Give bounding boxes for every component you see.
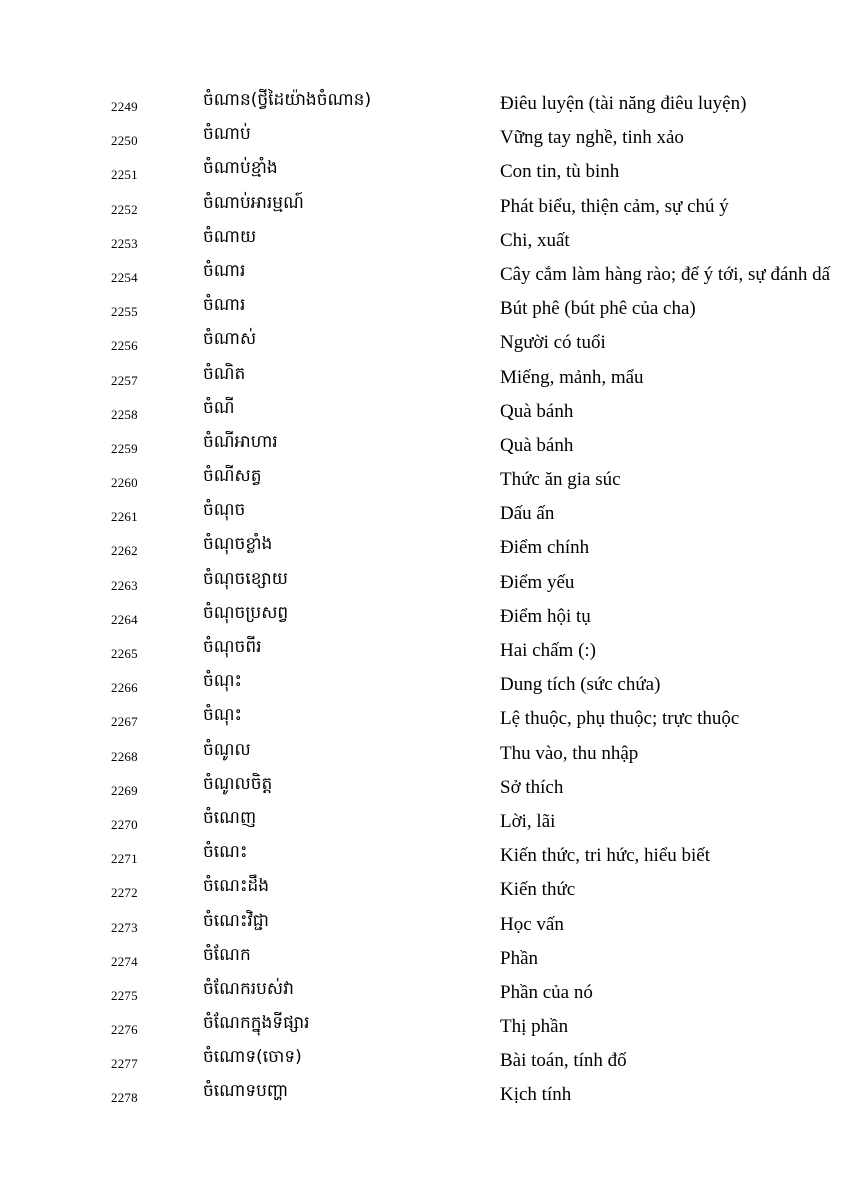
entry-row — [0, 739, 848, 773]
vietnamese-translation: Điểm hội tụ — [500, 605, 591, 627]
vietnamese-translation: Bút phê (bút phê của cha) — [500, 298, 696, 320]
vietnamese-translation: Thu vào, thu nhập — [500, 742, 639, 764]
entry-number: 2262 — [111, 543, 138, 559]
entry-row — [0, 568, 848, 602]
khmer-term: ចំណីអាហារ — [203, 431, 278, 452]
khmer-term: ចំណូលចិត្ត — [203, 773, 273, 794]
entry-number: 2252 — [111, 201, 138, 217]
entry-number: 2266 — [111, 680, 138, 696]
entry-number: 2254 — [111, 269, 138, 285]
entry-row — [0, 807, 848, 841]
entry-row — [0, 910, 848, 944]
entry-number: 2270 — [111, 816, 138, 832]
entry-number: 2260 — [111, 475, 138, 491]
khmer-term: ចំណីសត្វ — [203, 466, 262, 487]
entry-row — [0, 1046, 848, 1080]
entry-row — [0, 431, 848, 465]
entry-number: 2275 — [111, 987, 138, 1003]
entry-number: 2261 — [111, 509, 138, 525]
entry-list — [0, 89, 848, 1115]
vietnamese-translation: Dung tích (sức chứa) — [500, 674, 661, 696]
khmer-term: ចំណែក — [203, 944, 251, 965]
entry-row — [0, 1012, 848, 1046]
entry-row — [0, 704, 848, 738]
vietnamese-translation: Sở thích — [500, 776, 564, 798]
khmer-term: ចំណាន(ថ្វីដៃយ៉ាងចំណាន) — [203, 90, 372, 110]
entry-number: 2250 — [111, 133, 138, 149]
entry-number: 2255 — [111, 304, 138, 320]
entry-number: 2277 — [111, 1056, 138, 1072]
entry-row — [0, 89, 848, 123]
entry-row — [0, 773, 848, 807]
entry-number: 2259 — [111, 440, 138, 456]
entry-number: 2269 — [111, 782, 138, 798]
khmer-term: ចំណារ — [203, 260, 246, 281]
entry-row — [0, 636, 848, 670]
vietnamese-translation: Người có tuổi — [500, 332, 606, 354]
entry-number: 2271 — [111, 851, 138, 867]
entry-number: 2268 — [111, 748, 138, 764]
khmer-term: ចំណេះវិជ្ជា — [203, 910, 269, 931]
khmer-term: ចំណាប់ — [203, 124, 251, 145]
entry-row — [0, 328, 848, 362]
khmer-term: ចំណាយ — [203, 226, 257, 247]
khmer-term: ចំណុចខ្លាំង — [203, 534, 273, 555]
khmer-term: ចំណុច — [203, 500, 246, 521]
vietnamese-translation: Quà bánh — [500, 400, 574, 422]
entry-row — [0, 670, 848, 704]
entry-number: 2278 — [111, 1090, 138, 1106]
entry-number: 2265 — [111, 646, 138, 661]
khmer-term: ចំណាប់ខ្មាំង — [203, 158, 278, 179]
entry-row — [0, 944, 848, 978]
vietnamese-translation: Bài toán, tính đố — [500, 1050, 627, 1072]
khmer-term: ចំណាប់អារម្មណ៍ — [203, 192, 304, 213]
vietnamese-translation: Con tin, tù binh — [500, 161, 620, 183]
entry-number: 2273 — [111, 919, 138, 935]
khmer-term: ចំណោទ(ចោទ) — [203, 1047, 302, 1068]
khmer-term: ចំណី — [203, 397, 235, 418]
entry-number: 2251 — [111, 167, 138, 183]
vietnamese-translation: Điêu luyện (tài năng điêu luyện) — [500, 93, 747, 114]
khmer-term: ចំណិត — [203, 363, 246, 384]
entry-row — [0, 1080, 848, 1114]
entry-row — [0, 533, 848, 567]
entry-number: 2276 — [111, 1022, 138, 1038]
entry-number: 2263 — [111, 577, 138, 593]
khmer-term: ចំណាស់ — [203, 329, 257, 350]
vietnamese-translation: Điểm chính — [500, 537, 590, 559]
entry-row — [0, 192, 848, 226]
vietnamese-translation: Thị phần — [500, 1016, 569, 1038]
entry-row — [0, 875, 848, 909]
vietnamese-translation: Phần của nó — [500, 981, 593, 1003]
khmer-term: ចំណែកក្នុងទីផ្សារ — [203, 1013, 310, 1034]
khmer-term: ចំណុចខ្សោយ — [203, 568, 288, 589]
entry-number: 2249 — [111, 99, 138, 114]
entry-number: 2253 — [111, 235, 138, 251]
khmer-term: ចំណែករបស់វា — [203, 978, 294, 999]
vietnamese-translation: Kịch tính — [500, 1084, 572, 1106]
vietnamese-translation: Lời, lãi — [500, 810, 556, 832]
khmer-term: ចំណុះ — [203, 671, 243, 692]
entry-row — [0, 260, 848, 294]
vietnamese-translation: Điểm yếu — [500, 571, 575, 593]
entry-number: 2258 — [111, 406, 138, 422]
vietnamese-translation: Chi, xuất — [500, 229, 570, 251]
vietnamese-translation: Dấu ấn — [500, 503, 555, 525]
entry-number: 2272 — [111, 885, 138, 901]
entry-row — [0, 363, 848, 397]
khmer-term: ចំណោទបញ្ហា — [203, 1081, 289, 1102]
khmer-term: ចំណូល — [203, 739, 251, 760]
entry-row — [0, 294, 848, 328]
khmer-term: ចំណុចពីរ — [203, 637, 262, 657]
entry-row — [0, 978, 848, 1012]
entry-number: 2257 — [111, 372, 138, 388]
entry-row — [0, 602, 848, 636]
khmer-term: ចំណុចប្រសព្វ — [203, 602, 289, 623]
vietnamese-translation: Vững tay nghề, tinh xảo — [500, 127, 684, 149]
entry-row — [0, 226, 848, 260]
entry-number: 2264 — [111, 611, 138, 627]
vietnamese-translation: Miếng, mảnh, mẩu — [500, 366, 644, 388]
vietnamese-translation: Phát biểu, thiện cảm, sự chú ý — [500, 195, 729, 217]
vietnamese-translation: Lệ thuộc, phụ thuộc; trực thuộc — [500, 708, 740, 730]
khmer-term: ចំណេញ — [203, 807, 257, 828]
entry-number: 2256 — [111, 338, 138, 354]
vietnamese-translation: Học vấn — [500, 913, 564, 935]
entry-row — [0, 465, 848, 499]
khmer-term: ចំណារ — [203, 295, 246, 316]
vietnamese-translation: Phần — [500, 947, 538, 969]
entry-number: 2267 — [111, 714, 138, 730]
entry-row — [0, 841, 848, 875]
vietnamese-translation: Hai chấm (:) — [500, 640, 597, 661]
entry-row — [0, 499, 848, 533]
entry-row — [0, 123, 848, 157]
vietnamese-translation: Kiến thức — [500, 879, 576, 901]
entry-row — [0, 157, 848, 191]
entry-row — [0, 397, 848, 431]
vietnamese-translation: Kiến thức, tri hức, hiểu biết — [500, 845, 711, 867]
vietnamese-translation: Cây cắm làm hàng rào; để ý tới, sự đánh dấ — [500, 263, 831, 285]
vietnamese-translation: Quà bánh — [500, 434, 574, 456]
khmer-term: ចំណេះដឹង — [203, 876, 269, 897]
entry-number: 2274 — [111, 953, 138, 969]
khmer-term: ចំណេះ — [203, 842, 248, 863]
vietnamese-translation: Thức ăn gia súc — [500, 469, 621, 491]
khmer-term: ចំណុះ — [203, 705, 243, 726]
